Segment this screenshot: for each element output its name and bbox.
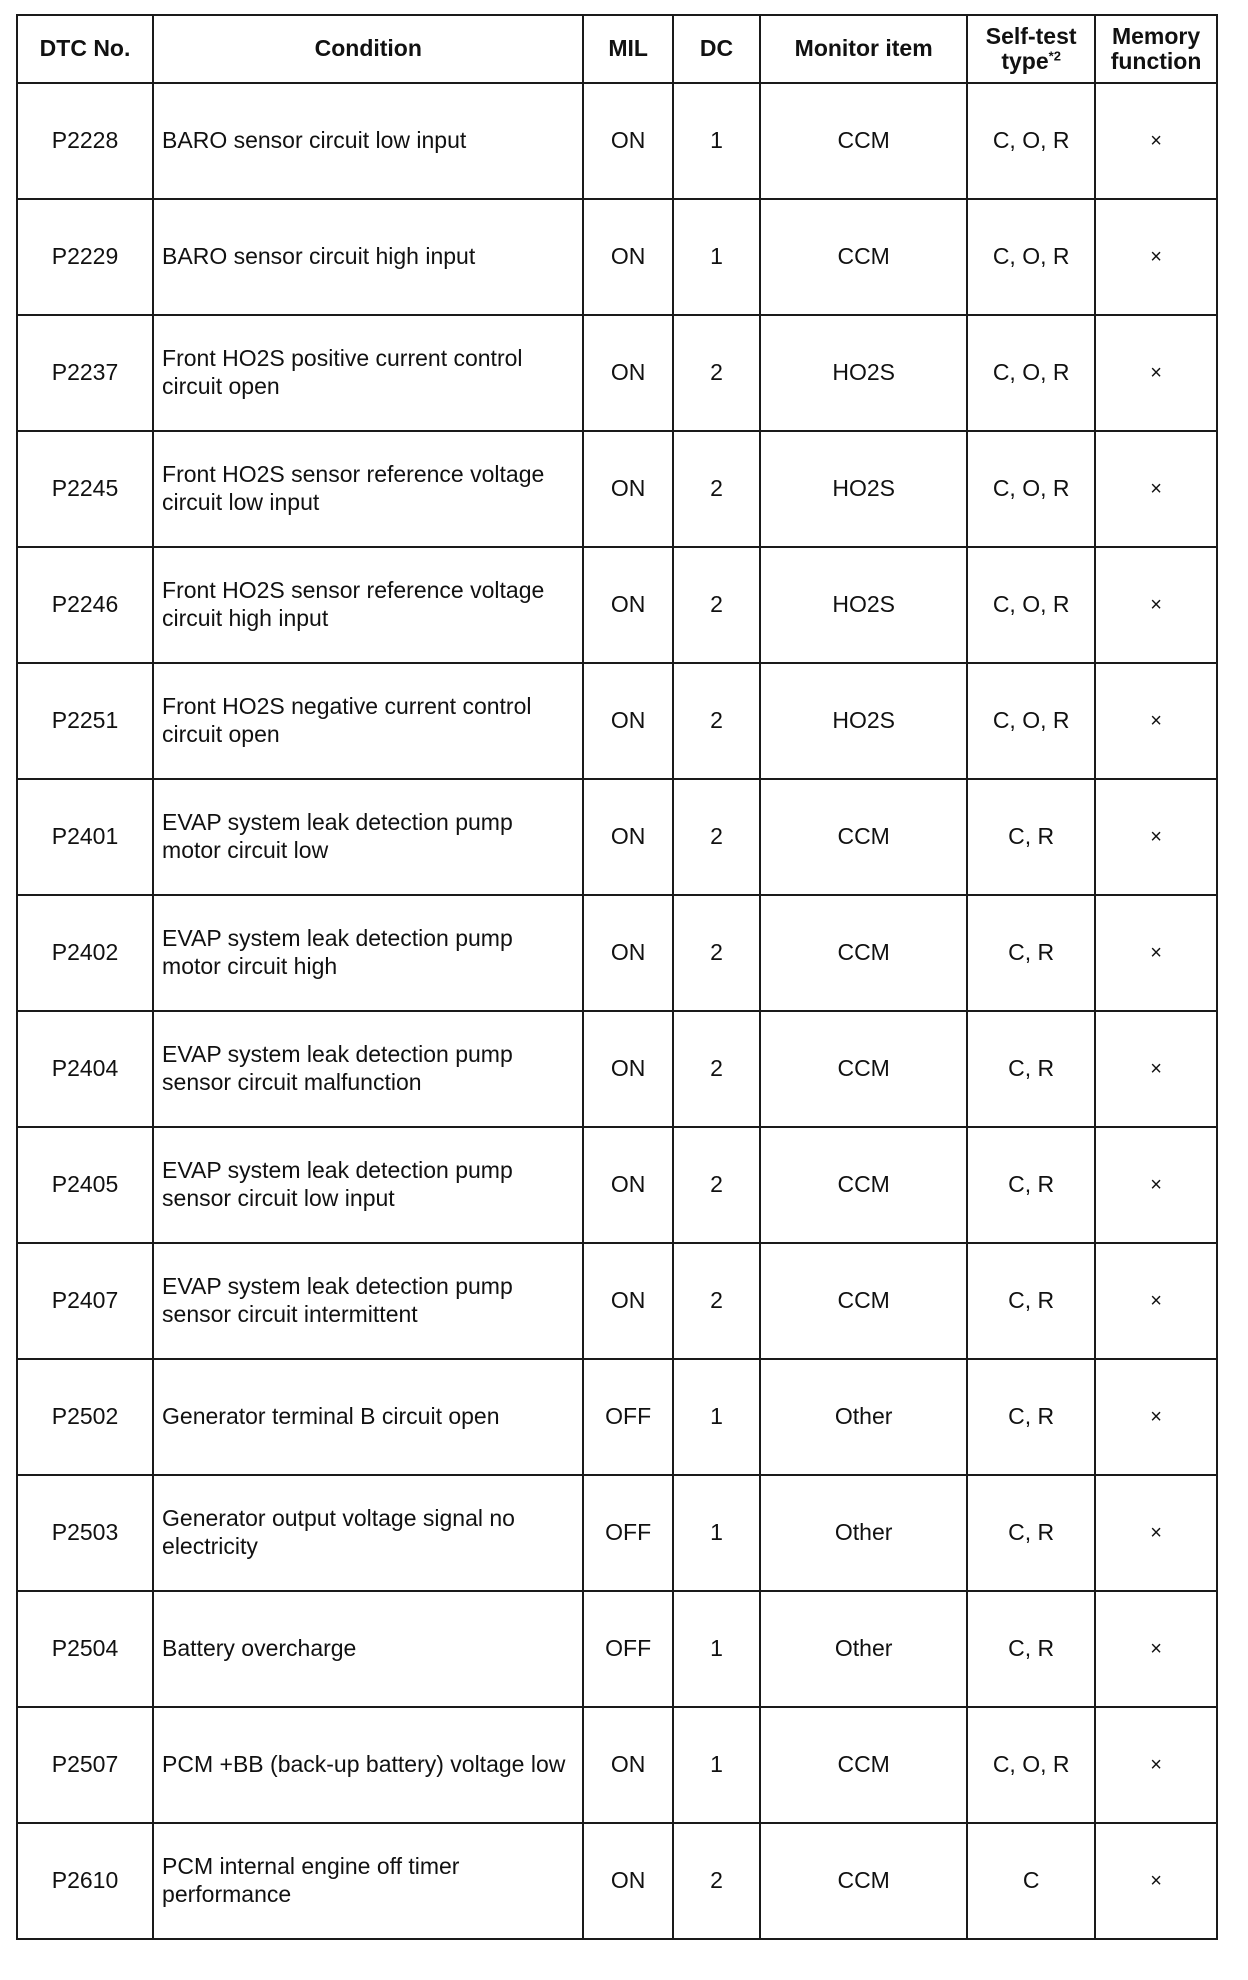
memory-function-cell: × (1095, 83, 1217, 199)
memory-function-cell: × (1095, 1359, 1217, 1475)
dc-cell: 2 (673, 547, 760, 663)
dtc-number-cell: P2502 (17, 1359, 153, 1475)
self-test-type-cell: C, O, R (967, 199, 1095, 315)
dc-cell: 1 (673, 1591, 760, 1707)
header-monitor-item: Monitor item (760, 15, 967, 83)
dc-cell: 2 (673, 1011, 760, 1127)
table-body (17, 83, 1217, 1939)
table-row (17, 779, 1217, 895)
memory-function-cell: × (1095, 1243, 1217, 1359)
monitor-item-cell: HO2S (760, 663, 967, 779)
dc-cell: 1 (673, 1475, 760, 1591)
table-header (17, 15, 1217, 83)
monitor-item-cell: HO2S (760, 547, 967, 663)
monitor-item-cell: CCM (760, 779, 967, 895)
table-row (17, 315, 1217, 431)
mil-cell: ON (583, 779, 672, 895)
self-test-type-cell: C, R (967, 1243, 1095, 1359)
dtc-number-cell: P2503 (17, 1475, 153, 1591)
dc-cell: 2 (673, 1823, 760, 1939)
dc-cell: 1 (673, 199, 760, 315)
header-memory-line1: Memory (1111, 22, 1201, 49)
header-mil: MIL (583, 15, 672, 83)
dtc-number-cell: P2245 (17, 431, 153, 547)
dtc-number-cell: P2504 (17, 1591, 153, 1707)
monitor-item-cell: CCM (760, 1127, 967, 1243)
dc-cell: 2 (673, 315, 760, 431)
monitor-item-cell: HO2S (760, 431, 967, 547)
self-test-type-cell: C, R (967, 895, 1095, 1011)
dtc-number-cell: P2402 (17, 895, 153, 1011)
table-row (17, 199, 1217, 315)
monitor-item-cell: CCM (760, 83, 967, 199)
dc-cell: 2 (673, 1243, 760, 1359)
dtc-number-cell: P2407 (17, 1243, 153, 1359)
header-row (17, 15, 1217, 83)
dtc-number-cell: P2507 (17, 1707, 153, 1823)
memory-function-cell: × (1095, 1823, 1217, 1939)
header-condition: Condition (153, 15, 583, 83)
monitor-item-cell: CCM (760, 1011, 967, 1127)
header-self-test-line2: type (1001, 48, 1049, 74)
memory-function-cell: × (1095, 1707, 1217, 1823)
condition-cell: EVAP system leak detection pump sensor circuit malfunction (153, 1011, 583, 1127)
condition-cell: PCM internal engine off timer performance (153, 1823, 583, 1939)
memory-function-cell: × (1095, 199, 1217, 315)
self-test-type-cell: C, R (967, 1475, 1095, 1591)
self-test-type-cell: C, O, R (967, 547, 1095, 663)
dc-cell: 2 (673, 779, 760, 895)
condition-cell: Battery overcharge (153, 1591, 583, 1707)
dc-cell: 2 (673, 431, 760, 547)
mil-cell: OFF (583, 1359, 672, 1475)
self-test-type-cell: C, R (967, 1127, 1095, 1243)
condition-cell: BARO sensor circuit low input (153, 83, 583, 199)
mil-cell: OFF (583, 1475, 672, 1591)
mil-cell: ON (583, 1011, 672, 1127)
monitor-item-cell: CCM (760, 199, 967, 315)
table-row (17, 663, 1217, 779)
memory-function-cell: × (1095, 1127, 1217, 1243)
table-row (17, 1591, 1217, 1707)
table-row (17, 1359, 1217, 1475)
dtc-number-cell: P2405 (17, 1127, 153, 1243)
mil-cell: ON (583, 547, 672, 663)
self-test-type-cell: C, R (967, 1359, 1095, 1475)
monitor-item-cell: Other (760, 1591, 967, 1707)
condition-cell: EVAP system leak detection pump motor circuit high (153, 895, 583, 1011)
dtc-number-cell: P2251 (17, 663, 153, 779)
header-self-test-line1: Self-test (985, 22, 1077, 49)
condition-cell: EVAP system leak detection pump sensor circuit low input (153, 1127, 583, 1243)
dtc-number-cell: P2229 (17, 199, 153, 315)
dtc-number-cell: P2610 (17, 1823, 153, 1939)
footnote-marker: *2 (1048, 48, 1061, 64)
condition-cell: Front HO2S sensor reference voltage circuit low input (153, 431, 583, 547)
self-test-type-cell: C, O, R (967, 83, 1095, 199)
dtc-number-cell: P2228 (17, 83, 153, 199)
header-dc: DC (673, 15, 760, 83)
header-dtc-no: DTC No. (17, 15, 153, 83)
self-test-type-cell: C (967, 1823, 1095, 1939)
mil-cell: ON (583, 315, 672, 431)
dc-cell: 2 (673, 663, 760, 779)
self-test-type-cell: C, O, R (967, 431, 1095, 547)
condition-cell: PCM +BB (back-up battery) voltage low (153, 1707, 583, 1823)
memory-function-cell: × (1095, 547, 1217, 663)
table-row (17, 895, 1217, 1011)
condition-cell: Front HO2S sensor reference voltage circuit high input (153, 547, 583, 663)
table-row (17, 1823, 1217, 1939)
memory-function-cell: × (1095, 1591, 1217, 1707)
dc-cell: 1 (673, 1707, 760, 1823)
mil-cell: ON (583, 431, 672, 547)
monitor-item-cell: Other (760, 1475, 967, 1591)
condition-cell: Generator output voltage signal no electricity (153, 1475, 583, 1591)
dtc-number-cell: P2404 (17, 1011, 153, 1127)
self-test-type-cell: C, R (967, 1591, 1095, 1707)
condition-cell: EVAP system leak detection pump sensor circuit intermittent (153, 1243, 583, 1359)
table-row (17, 1011, 1217, 1127)
monitor-item-cell: CCM (760, 1243, 967, 1359)
table-row (17, 547, 1217, 663)
mil-cell: ON (583, 663, 672, 779)
mil-cell: OFF (583, 1591, 672, 1707)
self-test-type-cell: C, O, R (967, 663, 1095, 779)
condition-cell: Front HO2S negative current control circuit open (153, 663, 583, 779)
memory-function-cell: × (1095, 315, 1217, 431)
memory-function-cell: × (1095, 895, 1217, 1011)
dc-cell: 1 (673, 1359, 760, 1475)
table-row (17, 83, 1217, 199)
mil-cell: ON (583, 895, 672, 1011)
memory-function-cell: × (1095, 1475, 1217, 1591)
header-memory-function (1095, 15, 1217, 83)
memory-function-cell: × (1095, 663, 1217, 779)
monitor-item-cell: CCM (760, 1707, 967, 1823)
memory-function-cell: × (1095, 431, 1217, 547)
mil-cell: ON (583, 1243, 672, 1359)
condition-cell: Generator terminal B circuit open (153, 1359, 583, 1475)
self-test-type-cell: C, R (967, 779, 1095, 895)
condition-cell: BARO sensor circuit high input (153, 199, 583, 315)
condition-cell: Front HO2S positive current control circuit open (153, 315, 583, 431)
mil-cell: ON (583, 1127, 672, 1243)
table-row (17, 1243, 1217, 1359)
self-test-type-cell: C, O, R (967, 315, 1095, 431)
table-row (17, 1475, 1217, 1591)
monitor-item-cell: Other (760, 1359, 967, 1475)
condition-cell: EVAP system leak detection pump motor circuit low (153, 779, 583, 895)
monitor-item-cell: CCM (760, 895, 967, 1011)
dc-cell: 1 (673, 83, 760, 199)
mil-cell: ON (583, 1823, 672, 1939)
header-memory-line2: function (1110, 48, 1202, 74)
self-test-type-cell: C, O, R (967, 1707, 1095, 1823)
dtc-table (16, 14, 1218, 1940)
dtc-number-cell: P2246 (17, 547, 153, 663)
mil-cell: ON (583, 199, 672, 315)
table-row (17, 1707, 1217, 1823)
memory-function-cell: × (1095, 1011, 1217, 1127)
monitor-item-cell: CCM (760, 1823, 967, 1939)
header-self-test-line2-wrap (968, 49, 1094, 74)
self-test-type-cell: C, R (967, 1011, 1095, 1127)
dtc-number-cell: P2237 (17, 315, 153, 431)
mil-cell: ON (583, 83, 672, 199)
mil-cell: ON (583, 1707, 672, 1823)
dc-cell: 2 (673, 1127, 760, 1243)
dc-cell: 2 (673, 895, 760, 1011)
dtc-number-cell: P2401 (17, 779, 153, 895)
table-row (17, 431, 1217, 547)
header-self-test-type (967, 15, 1095, 83)
monitor-item-cell: HO2S (760, 315, 967, 431)
memory-function-cell: × (1095, 779, 1217, 895)
table-row (17, 1127, 1217, 1243)
